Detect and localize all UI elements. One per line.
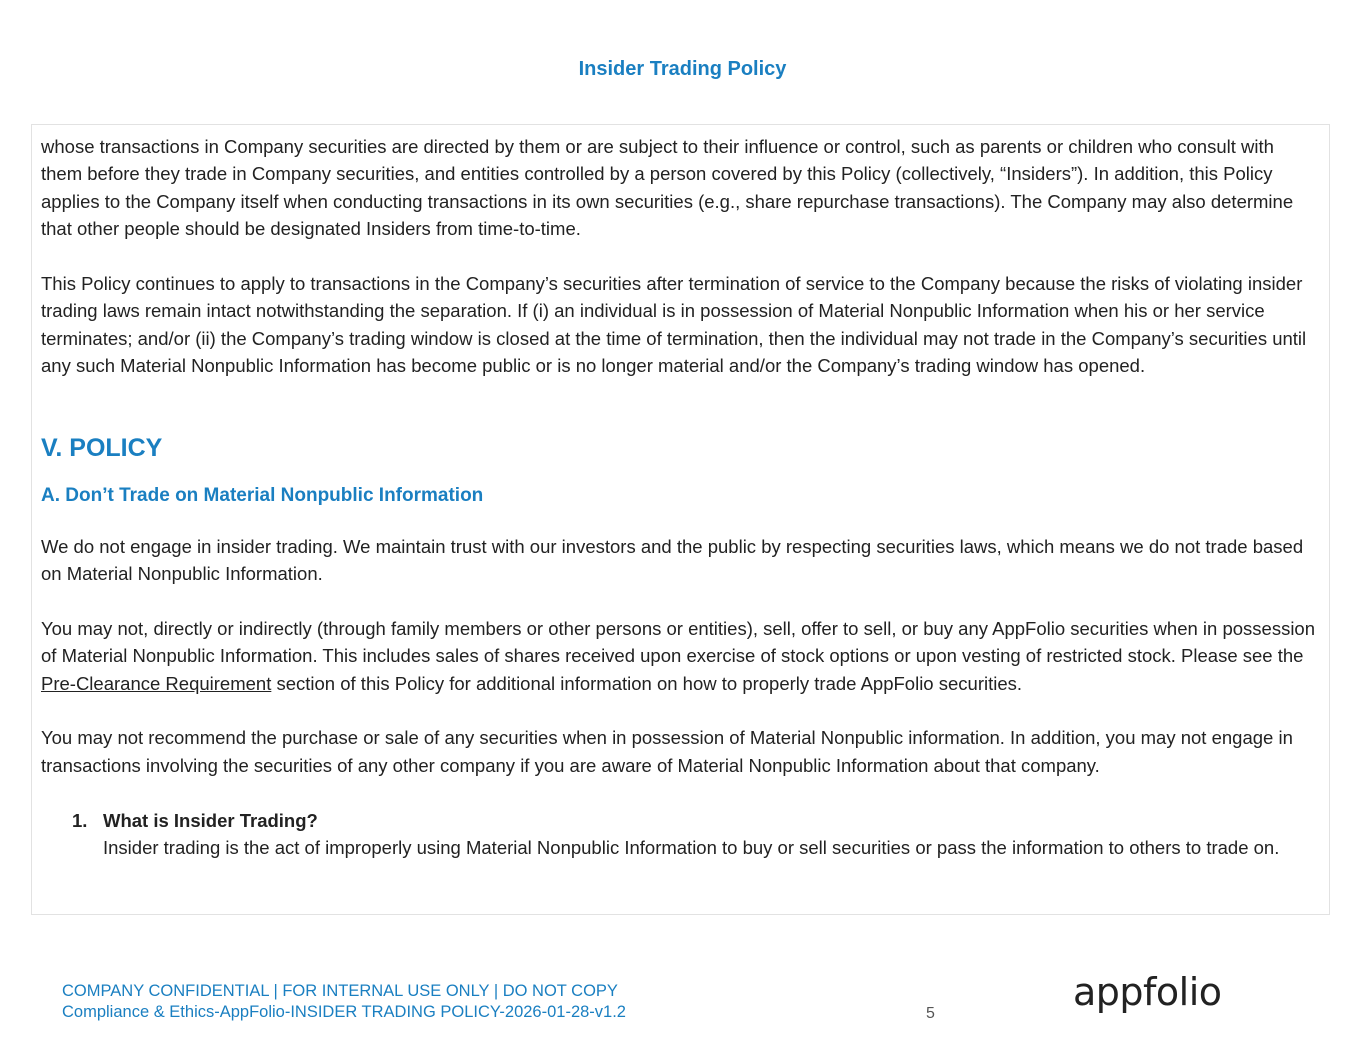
- page-number: 5: [926, 1005, 935, 1022]
- list-item-title: What is Insider Trading?: [103, 809, 318, 831]
- list-item: [41, 807, 1320, 862]
- page-title: Insider Trading Policy: [578, 58, 787, 80]
- appfolio-logo: appfolio: [1073, 970, 1222, 1014]
- footer-notice: [62, 981, 626, 1023]
- paragraph-termination: This Policy continues to apply to transactions in the Company’s securities after termination of service to the Company because the risks of violating insider trading laws remain intact notwithstanding the separation. If (i) an individual is in possession of Material Nonpublic Information when his or her service terminates; and/or (ii) the Company’s trading window is closed at the time of termination, then the individual may not trade in the Company’s securities until any such Material Nonpublic Information has become public or is no longer material and/or the Company’s trading window has opened.: [41, 273, 1307, 377]
- list-item-content: [103, 807, 1320, 862]
- paragraph-no-recommend: You may not recommend the purchase or sale of any securities when in possession of Material Nonpublic information. In addition, you may not engage in transactions involving the securities of any other company if you are aware of Material Nonpublic Information about that company.: [41, 727, 1293, 776]
- subsection-heading-dont-trade: A. Don’t Trade on Material Nonpublic Information: [41, 484, 484, 506]
- paragraph-may-not-trade-text-end: section of this Policy for additional information on how to properly trade AppFolio securities.: [271, 672, 1023, 694]
- pre-clearance-requirement-link[interactable]: Pre-Clearance Requirement: [41, 672, 272, 694]
- section-heading-policy: V. POLICY: [41, 433, 163, 462]
- footer-confidential: COMPANY CONFIDENTIAL | FOR INTERNAL USE ONLY | DO NOT COPY: [62, 982, 618, 1000]
- paragraph-may-not-trade-text: You may not, directly or indirectly (through family members or other persons or entities), sell, offer to sell, or buy any AppFolio securities when in possession of Material Nonpublic Information. This includes sales of shares received upon exercise of stock options or upon vesting of restricted stock. Please see the: [41, 617, 1316, 667]
- document-body: [31, 124, 1330, 915]
- paragraph-no-insider-trading: We do not engage in insider trading. We maintain trust with our investors and the public by respecting securities laws, which means we do not trade based on Material Nonpublic Information.: [41, 535, 1304, 585]
- paragraph-may-not-trade: [41, 615, 1320, 697]
- paragraph-insiders-continuation: whose transactions in Company securities are directed by them or are subject to their influence or control, such as parents or children who consult with them before they trade in Company securities, and entities controlled by a person covered by this Policy (collectively, “Insiders”). In addition, this Policy applies to the Company itself when conducting transactions in its own securities (e.g., share repurchase transactions). The Company may also determine that other people should be designated Insiders from time-to-time.: [41, 136, 1294, 240]
- list-item-body: Insider trading is the act of improperly using Material Nonpublic Information to buy or sell securities or pass the information to others to trade on.: [103, 837, 1280, 859]
- list-item-number: 1.: [72, 809, 88, 831]
- footer-document-id: Compliance & Ethics-AppFolio-INSIDER TRADING POLICY-2026-01-28-v1.2: [62, 1003, 626, 1021]
